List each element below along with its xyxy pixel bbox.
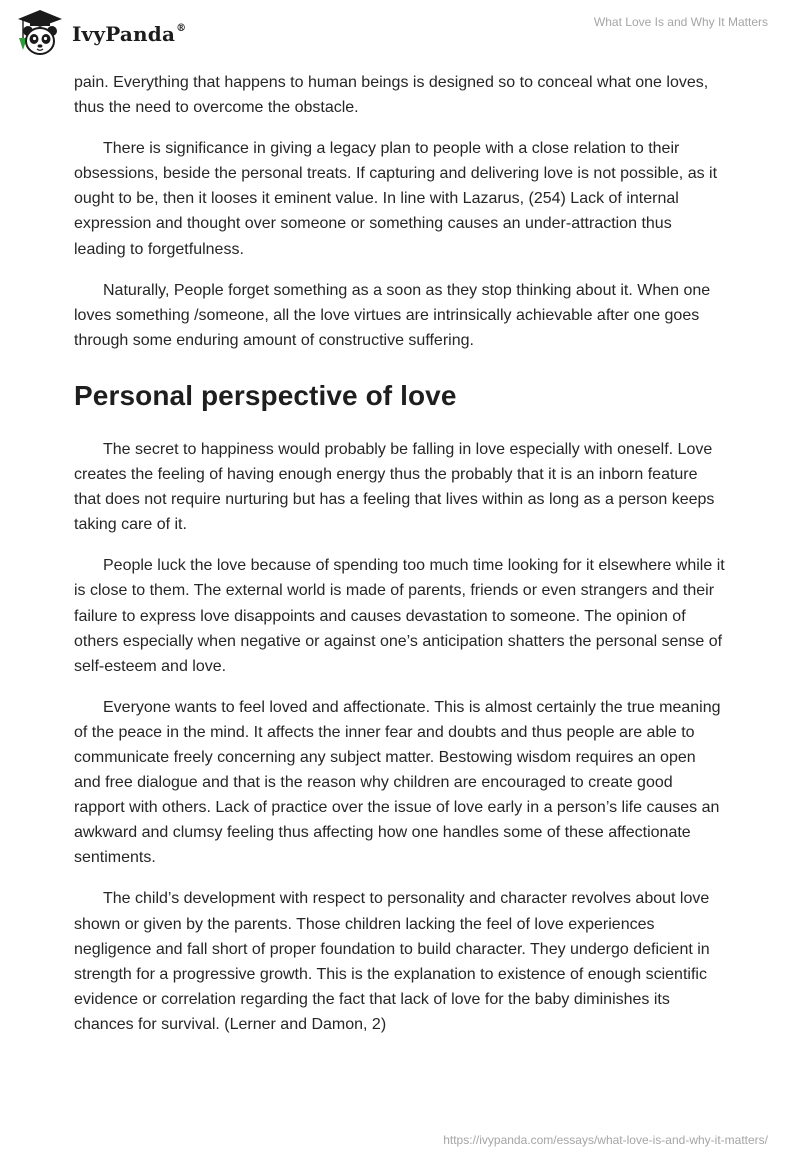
panda-logo-icon	[14, 8, 66, 58]
section-heading: Personal perspective of love	[74, 379, 457, 411]
paragraph: Naturally, People forget something as a soon as they stop thinking about it. When one loves something /someone, all the love virtues are intrinsically achievable after one goes through some enduring amount of constructive suffering.	[74, 281, 711, 349]
document-title: What Love Is and Why It Matters	[593, 15, 768, 29]
registered-mark: ®	[176, 23, 187, 35]
brand-logo[interactable]	[14, 8, 186, 58]
paragraph: The secret to happiness would probably be falling in love especially with oneself. Love creates the feeling of having enough energy thus the probably that it is an inborn feature that does not require nurturing but has a feeling that lives within as long as a person keeps taking care of it.	[74, 440, 715, 534]
brand-name-text: IvyPanda	[72, 22, 176, 46]
paragraph: People luck the love because of spending too much time looking for it elsewhere while it is close to them. The external world is made of parents, friends or even strangers and their failure to express love disappoints and causes devastation to someone. The opinion of others especially when negative or against one’s anticipation shatters the personal sense of self-esteem and love.	[74, 557, 725, 675]
page-header	[0, 0, 800, 70]
brand-name	[72, 22, 186, 46]
paragraph: The child’s development with respect to personality and character revolves about love shown or given by the parents. Those children lacking the feel of love experiences negligence and fall short of proper foundation to build character. They undergo deficient in strength for a progressive growth. This is the explanation to existence of enough scientific evidence or correlation regarding the fact that lack of love for the baby diminishes its chances for survival. (Lerner and Damon, 2)	[74, 890, 710, 1033]
source-url-link[interactable]: https://ivypanda.com/essays/what-love-is-and-why-it-matters/	[443, 1133, 768, 1147]
paragraph: pain. Everything that happens to human beings is designed so to conceal what one loves, thus the need to overcome the obstacle.	[74, 74, 709, 117]
paragraph: Everyone wants to feel loved and affectionate. This is almost certainly the true meaning of the peace in the mind. It affects the inner fear and doubts and thus people are able to communicate freely concerning any subject matter. Bestowing wisdom requires an open and free dialogue and that is the reason why children are encouraged to create good rapport with others. Lack of practice over the issue of love early in a person’s life causes an awkward and clumsy feeling thus affecting how one handles some of these affectionate sentiments.	[74, 698, 721, 867]
paragraph: There is significance in giving a legacy plan to people with a close relation to their obsessions, beside the personal treats. If capturing and delivering love is not possible, as it ought to be, then it looses it eminent value. In line with Lazarus, (254) Lack of internal expression and thought over someone or something causes an under-attraction thus leading to forgetfulness.	[74, 140, 718, 258]
essay-content	[74, 70, 726, 1053]
